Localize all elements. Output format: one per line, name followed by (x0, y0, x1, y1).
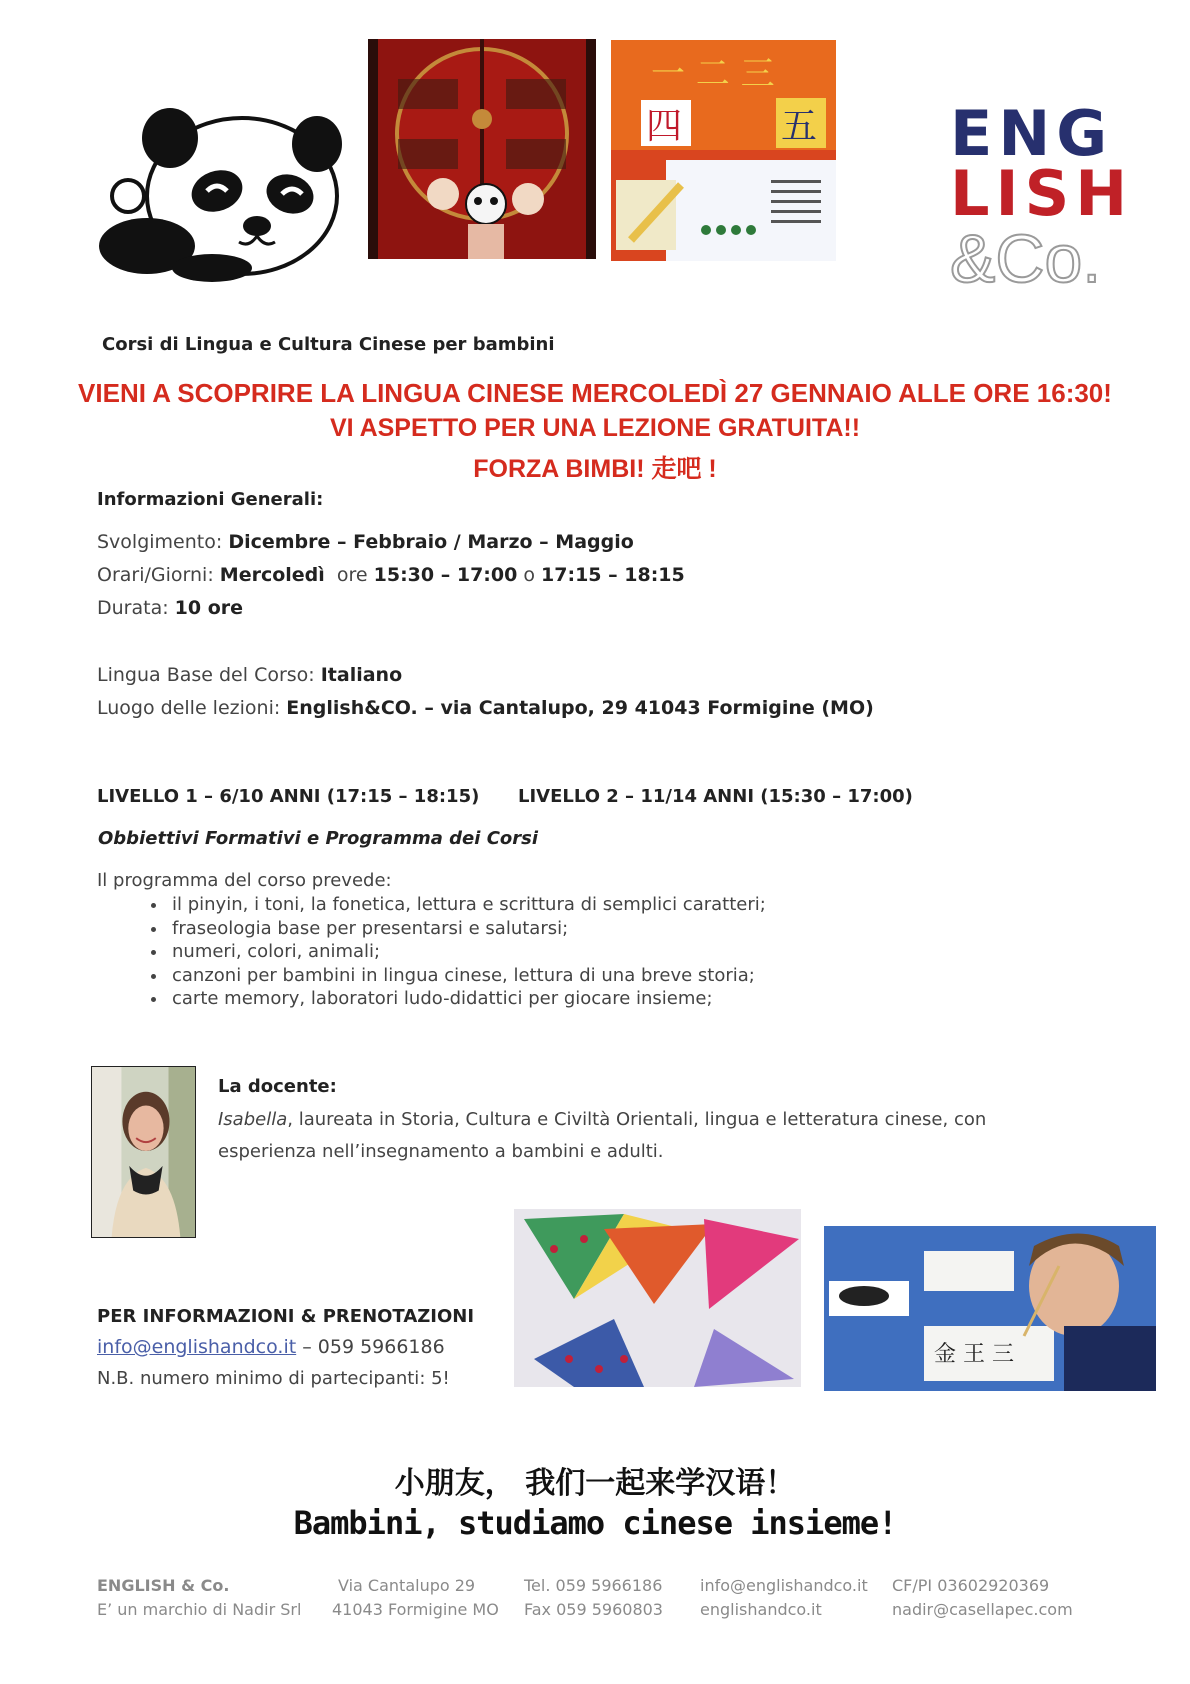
footer-brand: ENGLISH & Co. (97, 1576, 230, 1595)
info-lingua-value: Italiano (320, 664, 403, 686)
chinese-numbers-photo (611, 40, 836, 261)
footer-brand-col (97, 1574, 301, 1622)
info-luogo-label: Luogo delle lezioni: (97, 697, 287, 719)
logo-text-eng: ENG (950, 97, 1114, 170)
chinese-slogan: 小朋友， 我们一起来学汉语！ (394, 1466, 796, 1501)
teacher-description (218, 1104, 1068, 1168)
list-item: • carte memory, laboratori ludo-didattici per giocare insieme; (168, 987, 766, 1011)
promo-line-2: VI ASPETTO PER UNA LEZIONE GRATUITA!! (329, 414, 861, 442)
general-info-title: Informazioni Generali: (97, 489, 324, 510)
info-luogo-value: English&CO. – via Cantalupo, 29 41043 Formigine (MO) (286, 697, 874, 719)
info-orari-time2: 17:15 – 18:15 (541, 564, 685, 586)
contact-email-link[interactable]: info@englishandco.it (97, 1336, 297, 1358)
svg-text:四: 四 (646, 106, 683, 147)
list-item: • numeri, colori, animali; (168, 940, 766, 964)
calligraphy-photo (824, 1226, 1156, 1391)
svg-text:金 王 三: 金 王 三 (934, 1342, 1014, 1367)
promo-line-3: FORZA BIMBI! 走吧 ! (473, 455, 717, 483)
footer-vat: CF/PI 03602920369 (892, 1576, 1050, 1595)
panda-illustration (92, 96, 352, 286)
info-durata-label: Durata: (97, 597, 175, 619)
course-subtitle: Corsi di Lingua e Cultura Cinese per bambini (102, 334, 555, 355)
info-orari-ore: ore (336, 564, 368, 586)
info-svolgimento (97, 531, 634, 553)
footer-address-col (332, 1574, 499, 1622)
footer-address-line1: Via Cantalupo 29 (338, 1576, 476, 1595)
footer-phone-col (524, 1574, 663, 1622)
list-item: • fraseologia base per presentarsi e salutarsi; (168, 917, 766, 941)
footer-email[interactable]: info@englishandco.it (700, 1576, 868, 1595)
contact-title: PER INFORMAZIONI & PRENOTAZIONI (97, 1306, 475, 1327)
info-durata (97, 597, 243, 619)
logo-text-co: &Co. (950, 221, 1102, 297)
info-durata-value: 10 ore (174, 597, 244, 619)
contact-line (97, 1336, 445, 1358)
paper-fans-photo (514, 1209, 801, 1387)
info-orari-label: Orari/Giorni: (97, 564, 220, 586)
info-orari-o: o (523, 564, 535, 586)
logo-text-lish: LISH (950, 157, 1134, 230)
promo-line-1: VIENI A SCOPRIRE LA LINGUA CINESE MERCOLEDÌ 27 GENNAIO ALLE ORE 16:30! (78, 378, 1112, 408)
footer-address-line2: 41043 Formigine MO (332, 1600, 499, 1619)
level-1: LIVELLO 1 – 6/10 ANNI (17:15 – 18:15) (97, 786, 480, 807)
teacher-title: La docente: (218, 1076, 337, 1097)
level-2: LIVELLO 2 – 11/14 ANNI (15:30 – 17:00) (518, 786, 913, 807)
footer-fax: Fax 059 5960803 (524, 1600, 663, 1619)
english-and-co-logo (950, 97, 1134, 297)
footer-tel: Tel. 059 5966186 (524, 1576, 663, 1595)
footer-pec[interactable]: nadir@casellapec.com (892, 1600, 1073, 1619)
info-lingua (97, 664, 402, 686)
list-item: • canzoni per bambini in lingua cinese, lettura di una breve storia; (168, 964, 766, 988)
teacher-name: Isabella (218, 1109, 288, 1130)
info-svolgimento-value: Dicembre – Febbraio / Marzo – Maggio (228, 531, 634, 553)
info-orari-time1: 15:30 – 17:00 (373, 564, 518, 586)
participants-note: N.B. numero minimo di partecipanti: 5! (97, 1368, 450, 1389)
teacher-portrait (91, 1066, 196, 1238)
info-orari (97, 564, 685, 586)
list-item: • il pinyin, i toni, la fonetica, lettura e scrittura di semplici caratteri; (168, 893, 766, 917)
info-svolgimento-label: Svolgimento: (97, 531, 229, 553)
svg-text:一 二 三: 一 二 三 (651, 54, 775, 94)
italian-slogan: Bambini, studiamo cinese insieme! (293, 1504, 897, 1542)
info-lingua-label: Lingua Base del Corso: (97, 664, 321, 686)
info-luogo (97, 697, 874, 719)
contact-phone: – 059 5966186 (296, 1336, 445, 1358)
teacher-bio: , laureata in Storia, Cultura e Civiltà Orientali, lingua e letteratura cinese, con esperienza nell’insegnamento a bambini e adulti. (218, 1109, 987, 1162)
svg-text:五: 五 (781, 106, 818, 147)
program-list (140, 893, 766, 1011)
info-orari-day: Mercoledì (219, 564, 325, 586)
program-heading: Obbiettivi Formativi e Programma dei Corsi (98, 828, 539, 849)
footer-legal-col (892, 1574, 1073, 1622)
program-intro: Il programma del corso prevede: (97, 870, 392, 891)
footer-web-col (700, 1574, 868, 1622)
footer-brand-note: E’ un marchio di Nadir Srl (97, 1600, 302, 1619)
footer-web[interactable]: englishandco.it (700, 1600, 822, 1619)
chinese-cabinet-photo (368, 39, 596, 259)
